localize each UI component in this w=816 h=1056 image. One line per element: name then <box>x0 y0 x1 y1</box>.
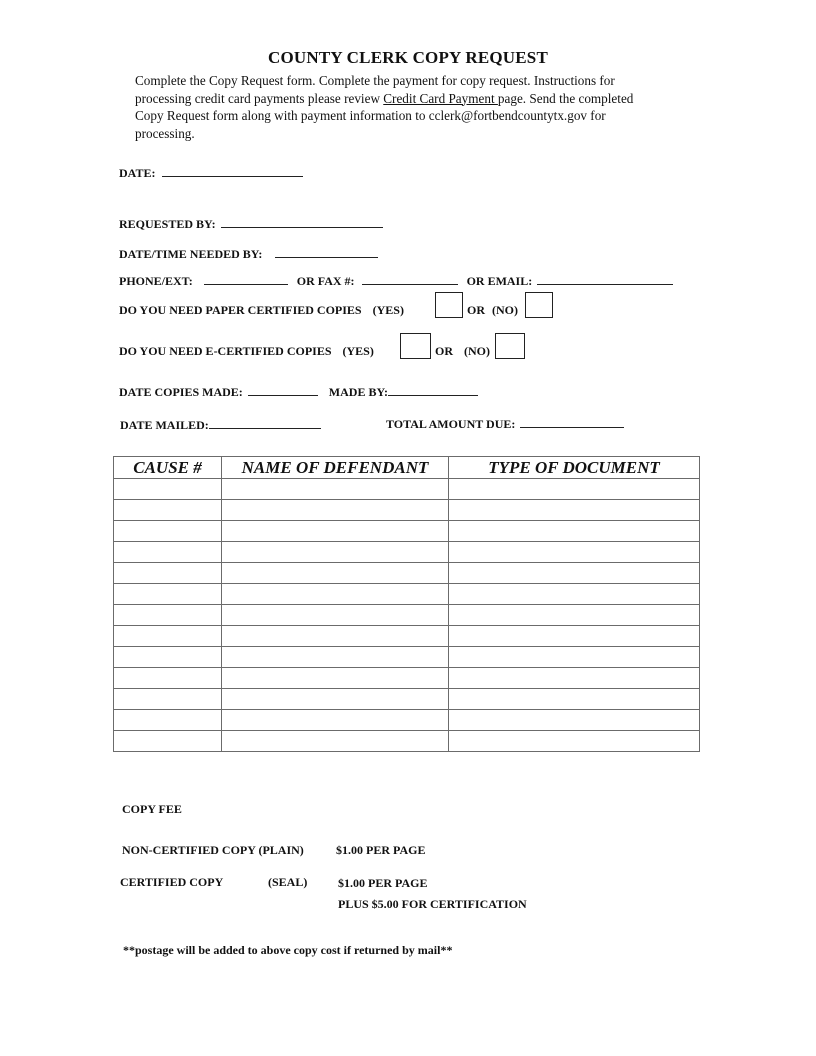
date-time-needed-row <box>119 246 378 262</box>
instructions-text-1: Complete the Copy Request form. Complete the payment for copy request. Instructions for processing credit card payments please review <box>135 73 615 106</box>
table-row <box>114 500 700 521</box>
cause-cell[interactable] <box>114 626 222 647</box>
document-type-cell[interactable] <box>449 584 700 605</box>
total-amount-row <box>386 416 624 432</box>
requested-by-label: REQUESTED BY: <box>119 217 216 231</box>
header-name-of-defendant: NAME OF DEFENDANT <box>222 457 449 479</box>
cause-cell[interactable] <box>114 563 222 584</box>
paper-no-checkbox[interactable] <box>525 292 553 318</box>
cause-cell[interactable] <box>114 521 222 542</box>
document-type-cell[interactable] <box>449 710 700 731</box>
date-label: DATE: <box>119 166 156 180</box>
defendant-cell[interactable] <box>222 689 449 710</box>
made-by-label: MADE BY: <box>328 385 389 399</box>
e-certified-question <box>119 344 374 359</box>
table-row <box>114 710 700 731</box>
cause-cell[interactable] <box>114 689 222 710</box>
defendant-cell[interactable] <box>222 710 449 731</box>
cert-label: CERTIFIED COPY <box>120 875 224 889</box>
document-type-cell[interactable] <box>449 647 700 668</box>
cert-price: $1.00 PER PAGE <box>338 876 428 890</box>
document-type-cell[interactable] <box>449 626 700 647</box>
table-row <box>114 584 700 605</box>
email-label: OR EMAIL: <box>466 274 533 288</box>
paper-yes-checkbox[interactable] <box>435 292 463 318</box>
date-copies-made-row <box>119 384 478 400</box>
document-type-cell[interactable] <box>449 563 700 584</box>
cause-cell[interactable] <box>114 605 222 626</box>
date-time-needed-label: DATE/TIME NEEDED BY: <box>119 247 263 261</box>
defendant-cell[interactable] <box>222 500 449 521</box>
table-row <box>114 668 700 689</box>
date-mailed-row <box>120 417 321 433</box>
defendant-cell[interactable] <box>222 731 449 752</box>
date-time-needed-input-line[interactable] <box>275 246 378 258</box>
phone-label: PHONE/EXT: <box>119 274 193 288</box>
postage-note: **postage will be added to above copy cost if returned by mail** <box>123 943 453 957</box>
table-header-row <box>114 457 700 479</box>
e-no-label: (NO) <box>464 344 490 358</box>
document-type-cell[interactable] <box>449 605 700 626</box>
paper-yes-label: (YES) <box>372 303 404 317</box>
credit-card-payment-link[interactable]: Credit Card Payment <box>383 90 498 106</box>
e-certified-label: DO YOU NEED E-CERTIFIED COPIES <box>119 344 332 358</box>
cause-cell[interactable] <box>114 668 222 689</box>
defendant-cell[interactable] <box>222 626 449 647</box>
fax-input-line[interactable] <box>362 273 458 285</box>
fax-label: OR FAX #: <box>296 274 355 288</box>
table-row <box>114 542 700 563</box>
e-or-no <box>435 344 490 359</box>
table-row <box>114 647 700 668</box>
defendant-cell[interactable] <box>222 584 449 605</box>
phone-fax-email-row <box>119 273 673 289</box>
header-type-of-document: TYPE OF DOCUMENT <box>449 457 700 479</box>
noncert-price: $1.00 PER PAGE <box>336 843 426 857</box>
table-row <box>114 689 700 710</box>
table-row <box>114 731 700 752</box>
total-amount-label: TOTAL AMOUNT DUE: <box>386 417 516 431</box>
paper-or-no <box>467 303 518 318</box>
cause-cell[interactable] <box>114 647 222 668</box>
date-copies-made-input-line[interactable] <box>248 384 318 396</box>
document-type-cell[interactable] <box>449 479 700 500</box>
requested-by-input-line[interactable] <box>221 216 383 228</box>
cause-cell[interactable] <box>114 584 222 605</box>
copy-fee-heading: COPY FEE <box>122 802 182 816</box>
document-type-cell[interactable] <box>449 521 700 542</box>
date-mailed-input-line[interactable] <box>209 417 321 429</box>
email-input-line[interactable] <box>537 273 673 285</box>
e-yes-label: (YES) <box>342 344 374 358</box>
paper-certified-label: DO YOU NEED PAPER CERTIFIED COPIES <box>119 303 362 317</box>
paper-no-label: (NO) <box>492 303 518 317</box>
defendant-cell[interactable] <box>222 647 449 668</box>
paper-certified-question <box>119 303 404 318</box>
made-by-input-line[interactable] <box>388 384 478 396</box>
cause-cell[interactable] <box>114 479 222 500</box>
form-title: COUNTY CLERK COPY REQUEST <box>267 48 549 67</box>
date-field-row <box>119 165 303 181</box>
phone-input-line[interactable] <box>204 273 288 285</box>
instructions-text-2: page. Send the completed Copy Request form along with payment information to cclerk@fortbendcountytx.gov for processing. <box>135 90 634 141</box>
cert-plus-fee: PLUS $5.00 FOR CERTIFICATION <box>338 897 527 911</box>
document-type-cell[interactable] <box>449 731 700 752</box>
table-row <box>114 605 700 626</box>
table-row <box>114 626 700 647</box>
cert-seal: (SEAL) <box>268 875 308 889</box>
defendant-cell[interactable] <box>222 542 449 563</box>
defendant-cell[interactable] <box>222 668 449 689</box>
document-type-cell[interactable] <box>449 542 700 563</box>
document-type-cell[interactable] <box>449 668 700 689</box>
document-type-cell[interactable] <box>449 689 700 710</box>
defendant-cell[interactable] <box>222 479 449 500</box>
cause-cell[interactable] <box>114 731 222 752</box>
document-type-cell[interactable] <box>449 500 700 521</box>
header-cause-number: CAUSE # <box>114 457 222 479</box>
documents-table <box>113 456 700 752</box>
cause-cell[interactable] <box>114 542 222 563</box>
table-body <box>114 479 700 752</box>
noncert-label: NON-CERTIFIED COPY (PLAIN) <box>122 843 304 857</box>
table-row <box>114 479 700 500</box>
table-row <box>114 521 700 542</box>
instructions <box>135 72 655 142</box>
cause-cell[interactable] <box>114 710 222 731</box>
defendant-cell[interactable] <box>222 605 449 626</box>
cause-cell[interactable] <box>114 500 222 521</box>
paper-or-label: OR <box>467 303 485 317</box>
date-mailed-label: DATE MAILED: <box>120 418 209 432</box>
date-input-line[interactable] <box>162 165 303 177</box>
e-no-checkbox[interactable] <box>495 333 525 359</box>
defendant-cell[interactable] <box>222 563 449 584</box>
e-or-label: OR <box>435 344 453 358</box>
defendant-cell[interactable] <box>222 521 449 542</box>
requested-by-row <box>119 216 383 232</box>
e-yes-checkbox[interactable] <box>400 333 431 359</box>
date-copies-made-label: DATE COPIES MADE: <box>119 385 243 399</box>
table-row <box>114 563 700 584</box>
total-amount-input-line[interactable] <box>520 416 624 428</box>
